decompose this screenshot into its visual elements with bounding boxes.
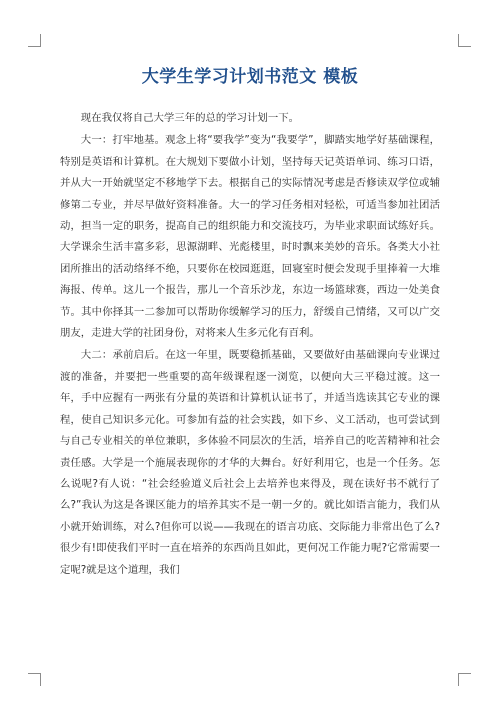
crop-mark-top-left [28, 34, 41, 47]
year-one-paragraph: 大一：打牢地基。观念上将“要我学”变为“我要学”，脚踏实地学好基础课程，特别是英语和计算机。在大规划下要做小计划，坚持每天记英语单词、练习口语，并从大一开始就坚定不移地学下去。根据自己的实际情况考虑是否修读双学位或辅修第二专业，并尽早做好资料准备。大一的学习任务相对轻松，可适当参加社团活动，担当一定的职务，提高自己的组织能力和交流技巧，为毕业求职面试练好兵。大学课余生活丰富多彩，思源湖畔、光彪楼里，时时飘来美妙的音乐。各类大小社团所推出的活动络绎不绝，只要你在校园逛逛，回寝室时便会发现手里捧着一大堆海报、传单。这儿一个报告，那儿一个音乐沙龙，东边一场篮球赛，西边一处美食节。其中你择其一二参加可以帮助你缓解学习的压力，舒缓自己情绪，又可以广交朋友，走进大学的社团身份，对将来人生多元化有百利。 [60, 134, 440, 340]
crop-mark-top-right [458, 34, 471, 47]
document-body [60, 108, 440, 581]
crop-mark-bottom-right [458, 673, 471, 686]
year-two-paragraph: 大二：承前启后。在这一年里，既要稳抓基础，又要做好由基础课向专业课过渡的准备，并要把一些重要的高年级课程逐一浏览，以便向大三平稳过渡。这一年，手中应握有一两张有分量的英语和计算机认证书了，并适当选读其它专业的课程，使自己知识多元化。可参加有益的社会实践，如下乡、义工活动，也可尝试到与自己专业相关的单位兼职，多体验不同层次的生活，培养自己的吃苦精神和社会责任感。大学是一个施展表现你的才华的大舞台。好好利用它，也是一个任务。怎么说呢?有人说：“社会经验道义后社会上去培养也来得及，现在读好书不就行了么?”我认为这是各课区能力的培养其实不是一朝一夕的。就比如语言能力，我们从小就开始训练，对么?但你可以说——我现在的语言功底、交际能力非常出色了么?很少有!即使我们平时一直在培养的东西尚且如此，更何况工作能力呢?它常需要一定呢?就是这个道理，我们 [60, 349, 440, 576]
document-page [60, 58, 440, 581]
document-title: 大学生学习计划书范文 模板 [141, 67, 359, 87]
intro-paragraph: 现在我仅将自己大学三年的总的学习计划一下。 [80, 112, 299, 124]
crop-mark-bottom-left [28, 673, 41, 686]
